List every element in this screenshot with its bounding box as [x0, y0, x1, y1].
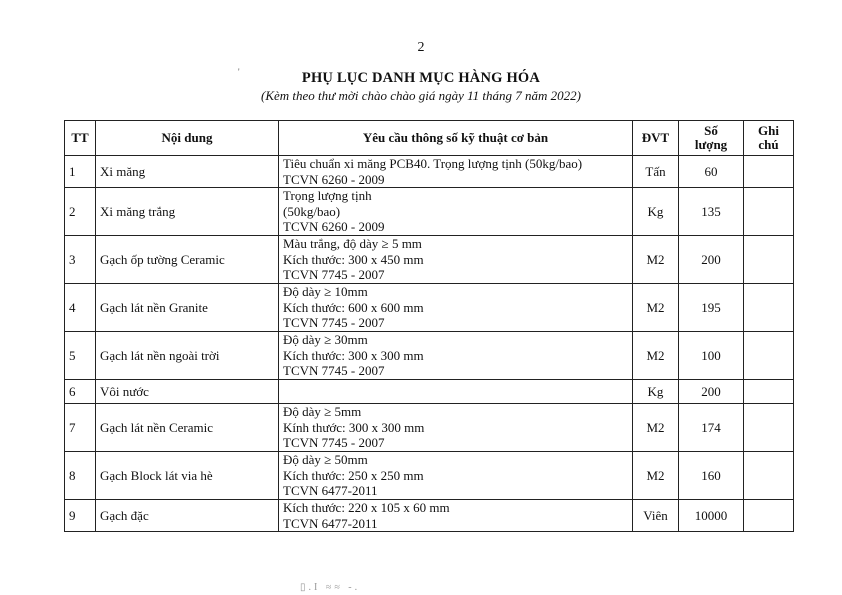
- spec-line: Độ dày ≥ 50mm: [283, 452, 368, 468]
- item-note: [744, 284, 794, 332]
- item-name: Gạch ốp tường Ceramic: [96, 236, 279, 284]
- spec-line: Độ dày ≥ 30mm: [283, 332, 368, 348]
- table-row: [65, 156, 794, 188]
- item-spec: [279, 236, 633, 284]
- spec-line: Màu trắng, độ dày ≥ 5 mm: [283, 236, 422, 252]
- item-spec: [279, 284, 633, 332]
- item-note: [744, 452, 794, 500]
- spec-line: Kích thước: 300 x 450 mm: [283, 251, 424, 267]
- spec-line: Độ dày ≥ 10mm: [283, 284, 368, 300]
- item-quantity: 200: [679, 380, 744, 404]
- page-number: 2: [417, 40, 425, 55]
- item-quantity: 135: [679, 188, 744, 236]
- item-spec: [279, 380, 633, 404]
- spec-line: (50kg/bao): [283, 203, 341, 219]
- row-number: 7: [65, 404, 96, 452]
- item-spec: [279, 500, 633, 532]
- document-subtitle: (Kèm theo thư mời chào chào giá ngày 11 tháng 7 năm 2022): [261, 88, 581, 103]
- spec-line: TCVN 6477-2011: [283, 515, 378, 531]
- item-spec: [279, 332, 633, 380]
- spec-line: TCVN 6260 - 2009: [283, 171, 385, 187]
- item-note: [744, 156, 794, 188]
- item-name: Gạch lát nền Granite: [96, 284, 279, 332]
- spec-line: Độ dày ≥ 5mm: [283, 404, 362, 420]
- spec-line: Trọng lượng tịnh: [283, 188, 372, 204]
- item-name: Gạch lát nền Ceramic: [96, 404, 279, 452]
- spec-line: Kích thước: 600 x 600 mm: [283, 299, 424, 315]
- item-quantity: 60: [679, 156, 744, 188]
- item-unit: Kg: [633, 380, 679, 404]
- item-spec: [279, 188, 633, 236]
- row-number: 5: [65, 332, 96, 380]
- header-qty-line2: lượng: [694, 137, 728, 152]
- goods-table: [64, 120, 794, 532]
- item-unit: Tấn: [633, 156, 679, 188]
- item-note: [744, 500, 794, 532]
- item-note: [744, 332, 794, 380]
- item-spec: [279, 452, 633, 500]
- item-quantity: 160: [679, 452, 744, 500]
- item-quantity: 195: [679, 284, 744, 332]
- row-number: 3: [65, 236, 96, 284]
- row-number: 8: [65, 452, 96, 500]
- spec-line: TCVN 7745 - 2007: [283, 363, 385, 379]
- table-row: [65, 236, 794, 284]
- spec-line: TCVN 6477-2011: [283, 483, 378, 499]
- document-title: PHỤ LỤC DANH MỤC HÀNG HÓA: [301, 70, 541, 86]
- row-number: 2: [65, 188, 96, 236]
- header-note-line2: chú: [758, 137, 779, 152]
- row-number: 1: [65, 156, 96, 188]
- row-number: 9: [65, 500, 96, 532]
- item-spec: [279, 156, 633, 188]
- spec-line: TCVN 6260 - 2009: [283, 219, 385, 235]
- item-quantity: 100: [679, 332, 744, 380]
- item-name: Vôi nước: [96, 380, 279, 404]
- spec-line: Kích thước: 300 x 300 mm: [283, 347, 424, 363]
- item-quantity: 10000: [679, 500, 744, 532]
- row-number: 4: [65, 284, 96, 332]
- header-qty: [679, 121, 744, 156]
- header-note-line1: Ghi: [758, 123, 779, 138]
- table-row: [65, 188, 794, 236]
- header-tt: TT: [65, 121, 96, 156]
- item-unit: M2: [633, 236, 679, 284]
- item-quantity: 200: [679, 236, 744, 284]
- spec-line: TCVN 7745 - 2007: [283, 315, 385, 331]
- item-unit: M2: [633, 404, 679, 452]
- item-unit: M2: [633, 332, 679, 380]
- scan-mark: ': [238, 67, 240, 77]
- table-row: [65, 452, 794, 500]
- item-unit: M2: [633, 284, 679, 332]
- header-content: Nội dung: [96, 121, 279, 156]
- table-row: [65, 332, 794, 380]
- scan-artifact: ▯.I ≈≈ -.: [300, 582, 361, 593]
- item-name: Xi măng trắng: [96, 188, 279, 236]
- item-name: Gạch lát nền ngoài trời: [96, 332, 279, 380]
- spec-line: Kích thước: 220 x 105 x 60 mm: [283, 500, 450, 515]
- table-header-row: [65, 121, 794, 156]
- header-spec: Yêu cầu thông số kỹ thuật cơ bản: [279, 121, 633, 156]
- item-note: [744, 404, 794, 452]
- item-note: [744, 380, 794, 404]
- item-name: Gạch Block lát via hè: [96, 452, 279, 500]
- item-quantity: 174: [679, 404, 744, 452]
- header-unit: ĐVT: [633, 121, 679, 156]
- table-row: [65, 500, 794, 532]
- item-unit: Kg: [633, 188, 679, 236]
- row-number: 6: [65, 380, 96, 404]
- item-spec: [279, 404, 633, 452]
- header-qty-line1: Số: [704, 123, 718, 138]
- spec-line: Kính thước: 300 x 300 mm: [283, 419, 425, 435]
- item-unit: Viên: [633, 500, 679, 532]
- table-row: [65, 404, 794, 452]
- header-note: [744, 121, 794, 156]
- item-note: [744, 188, 794, 236]
- item-unit: M2: [633, 452, 679, 500]
- item-name: Xi măng: [96, 156, 279, 188]
- spec-line: TCVN 7745 - 2007: [283, 267, 385, 283]
- item-note: [744, 236, 794, 284]
- item-name: Gạch đặc: [96, 500, 279, 532]
- spec-line: Tiêu chuẩn xi măng PCB40. Trọng lượng tịnh (50kg/bao): [283, 156, 583, 171]
- spec-line: Kích thước: 250 x 250 mm: [283, 467, 424, 483]
- spec-line: TCVN 7745 - 2007: [283, 435, 385, 451]
- table-row: [65, 380, 794, 404]
- table-row: [65, 284, 794, 332]
